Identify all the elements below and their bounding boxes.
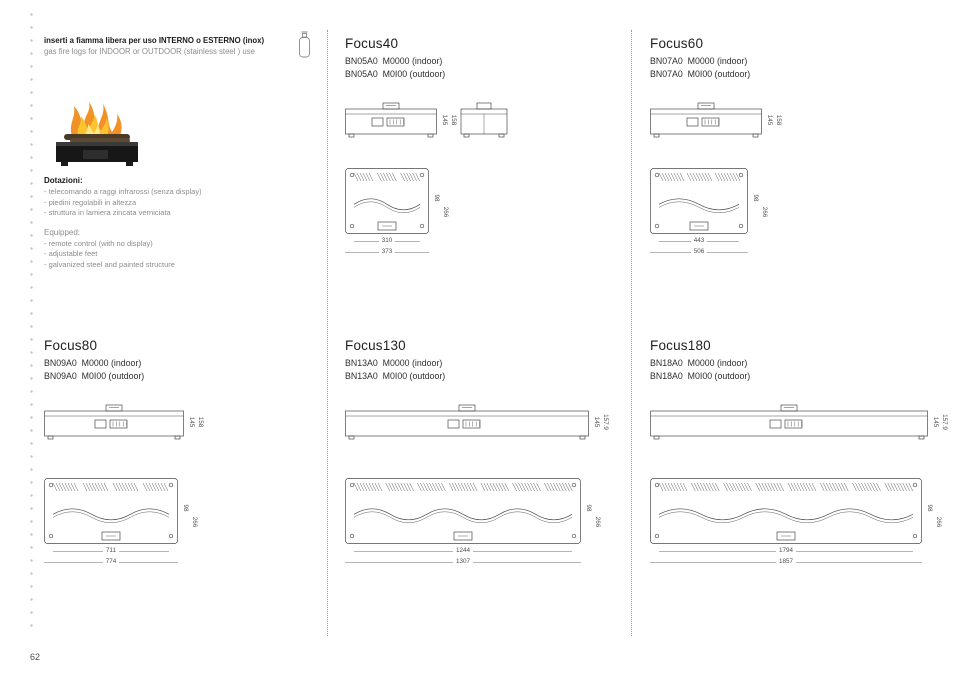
product-code-outdoor: BN07A0 M0I00 (outdoor) xyxy=(650,69,751,79)
page-number: 62 xyxy=(30,652,41,662)
dotazioni-label: Dotazioni: xyxy=(44,176,83,185)
dim-width-inner-value: 1794 xyxy=(779,547,794,554)
plan-view xyxy=(650,168,768,256)
product-code-outdoor: BN13A0 M0I00 (outdoor) xyxy=(345,371,446,381)
equipped-label: Equipped: xyxy=(44,227,81,237)
plan-view-drawing xyxy=(345,168,429,234)
product-title: Focus40 xyxy=(345,36,399,51)
plan-view-drawing xyxy=(345,478,581,544)
intro-block xyxy=(44,36,304,56)
dim-depth-inner: 98 xyxy=(433,194,440,202)
side-view-drawing xyxy=(455,102,513,138)
plan-view-drawing xyxy=(650,168,748,234)
intro-title-italian: inserti a fiamma libera per uso INTERNO o ESTERNO (inox) xyxy=(44,36,265,45)
dim-width-inner xyxy=(53,547,169,555)
equipped-item: - remote control (with no display) xyxy=(44,238,153,248)
plan-view xyxy=(44,478,198,566)
dim-width-inner xyxy=(659,547,913,555)
product-code-indoor: BN07A0 M0000 (indoor) xyxy=(650,56,748,66)
equipment-block xyxy=(44,176,299,270)
dim-width-inner xyxy=(354,237,420,245)
dim-width-inner xyxy=(354,547,572,555)
product-title: Focus60 xyxy=(650,36,704,51)
intro-title-english: gas fire logs for INDOOR or OUTDOOR (stainless steel ) use xyxy=(44,47,256,56)
dim-width-inner-value: 711 xyxy=(105,547,117,554)
front-view-drawing xyxy=(345,404,589,440)
plan-view xyxy=(650,478,942,566)
column-separator-1 xyxy=(327,30,328,636)
product-code-outdoor: BN09A0 M0I00 (outdoor) xyxy=(44,371,145,381)
product-title: Focus180 xyxy=(650,338,711,353)
product-title: Focus130 xyxy=(345,338,406,353)
product-code-outdoor: BN18A0 M0I00 (outdoor) xyxy=(650,371,751,381)
dim-depth-inner: 98 xyxy=(585,504,592,512)
equipped-item: - adjustable feet xyxy=(44,249,98,258)
dim-height-inner: 145 xyxy=(593,416,600,428)
front-view-drawing xyxy=(345,102,437,138)
product-focus60 xyxy=(650,36,950,258)
dim-width-outer xyxy=(650,248,748,256)
product-focus80 xyxy=(44,338,324,568)
dim-height-inner: 145 xyxy=(441,114,448,126)
plan-view xyxy=(345,478,601,566)
dim-depth-outer: 266 xyxy=(594,516,601,528)
dim-width-outer-value: 506 xyxy=(693,248,705,255)
dim-width-outer xyxy=(650,558,922,566)
dim-width-inner-value: 1244 xyxy=(456,547,471,554)
dim-depth-outer: 266 xyxy=(761,206,768,218)
front-view-drawing xyxy=(44,404,184,440)
dim-height-outer: 158 xyxy=(775,114,782,126)
front-view-drawing xyxy=(650,102,762,138)
plan-view-drawing xyxy=(44,478,178,544)
product-focus40 xyxy=(345,36,625,258)
dim-width-outer-value: 373 xyxy=(381,248,393,255)
dim-height-outer: 158 xyxy=(450,114,457,126)
gas-bottle-icon xyxy=(298,31,311,59)
equipped-item: - galvanized steel and painted structure xyxy=(44,259,175,269)
dim-depth-outer: 266 xyxy=(191,516,198,528)
column-separator-2 xyxy=(631,30,632,636)
front-view xyxy=(44,404,204,440)
product-title: Focus80 xyxy=(44,338,98,353)
product-code-indoor: BN05A0 M0000 (indoor) xyxy=(345,56,443,66)
dim-depth-outer: 266 xyxy=(935,516,942,528)
dim-height-inner: 145 xyxy=(766,114,773,126)
dim-width-outer-value: 1857 xyxy=(779,558,794,565)
front-view xyxy=(650,404,948,440)
dim-height-inner: 145 xyxy=(932,416,939,428)
dim-depth-inner: 98 xyxy=(182,504,189,512)
front-view-drawing xyxy=(650,404,928,440)
fireplace-photo xyxy=(44,90,152,170)
plan-view xyxy=(345,168,449,256)
dim-depth-outer: 266 xyxy=(442,206,449,218)
dim-width-outer xyxy=(345,248,429,256)
product-code-indoor: BN09A0 M0000 (indoor) xyxy=(44,358,142,368)
front-view xyxy=(650,102,782,138)
front-view xyxy=(345,404,609,440)
dim-height-outer: 157.9 xyxy=(602,414,609,430)
product-code-indoor: BN18A0 M0000 (indoor) xyxy=(650,358,748,368)
dim-height-inner: 145 xyxy=(188,416,195,428)
product-code-indoor: BN13A0 M0000 (indoor) xyxy=(345,358,443,368)
dim-width-outer xyxy=(345,558,581,566)
dim-width-inner-value: 443 xyxy=(693,237,705,244)
front-view xyxy=(345,102,457,138)
dim-depth-inner: 98 xyxy=(752,194,759,202)
product-focus130 xyxy=(345,338,625,568)
product-focus180 xyxy=(650,338,950,568)
dim-depth-inner: 98 xyxy=(926,504,933,512)
dim-width-outer-value: 774 xyxy=(105,558,117,565)
plan-view-drawing xyxy=(650,478,922,544)
dotazioni-item: - struttura in lamiera zincata verniciata xyxy=(44,208,171,217)
dim-height-outer: 158 xyxy=(197,416,204,428)
dotazioni-item: - telecomando a raggi infrarossi (senza display) xyxy=(44,187,202,196)
dotazioni-item: - piedini regolabili in altezza xyxy=(44,197,137,207)
binding-dots xyxy=(29,8,34,634)
product-code-outdoor: BN05A0 M0I00 (outdoor) xyxy=(345,69,446,79)
dim-width-inner xyxy=(659,237,739,245)
dim-width-inner-value: 310 xyxy=(381,237,393,244)
dim-width-outer xyxy=(44,558,178,566)
dim-height-outer: 157.9 xyxy=(941,414,948,430)
dim-width-outer-value: 1307 xyxy=(456,558,471,565)
